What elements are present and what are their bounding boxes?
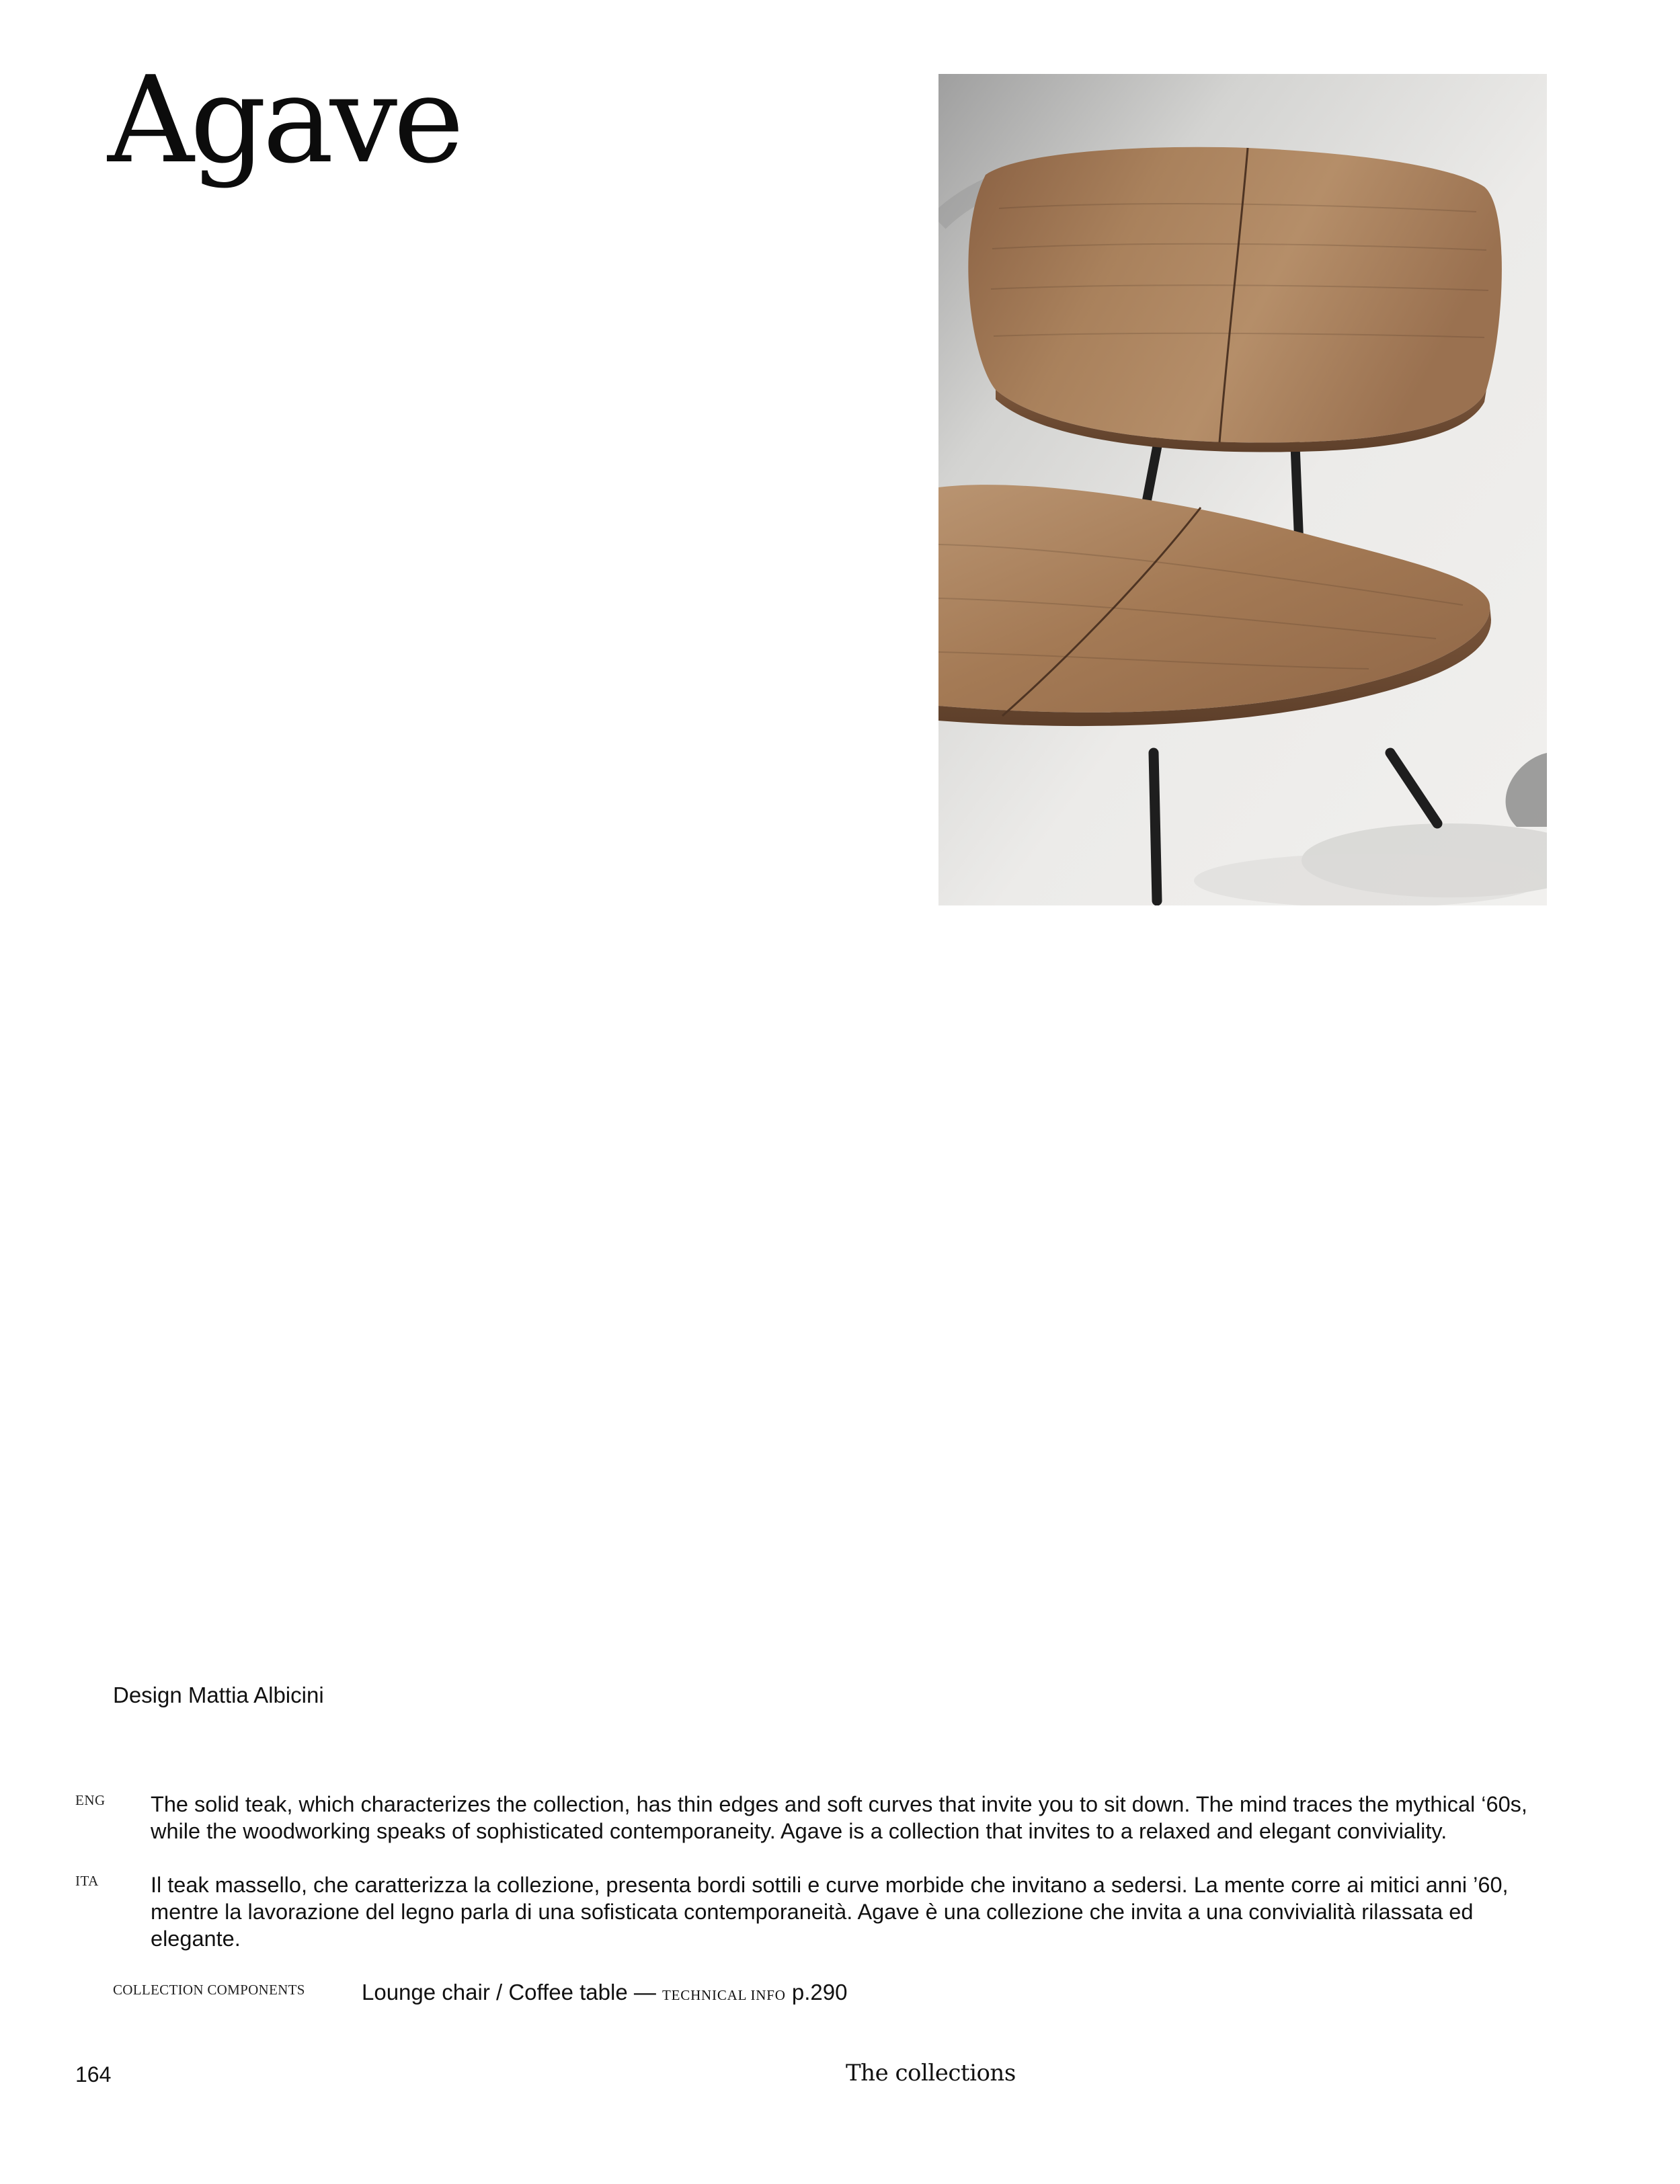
section-title: The collections (846, 2060, 1016, 2087)
page-number: 164 (75, 2062, 112, 2087)
technical-info-page-link[interactable]: p.290 (791, 1980, 848, 2005)
collection-components-label: COLLECTION COMPONENTS (113, 1982, 305, 1998)
language-label-ita: ITA (75, 1873, 99, 1889)
collection-title: Agave (108, 50, 461, 190)
designer-credit: Design Mattia Albicini (113, 1683, 324, 1707)
collection-components (362, 1979, 847, 2006)
description-italian: Il teak massello, che caratterizza la collezione, presenta bordi sottili e curve morbide che invitano a sedersi. La mente corre ai mitici anni ’60, mentre la lavorazione del legno parla di una sofisticata contemporaneità. Agave è una collezione che invita a una convivialità rilassata ed elegante. (151, 1873, 1509, 1951)
language-label-eng: ENG (75, 1792, 106, 1808)
technical-info-label: TECHNICAL INFO (662, 1987, 786, 2003)
description-english: The solid teak, which characterizes the collection, has thin edges and soft curves that invite you to sit down. The mind traces the mythical ‘60s, while the woodworking speaks of sophisticated contemporaneity. Agave is a collection that invites to a relaxed and elegant conviviality. (151, 1792, 1527, 1843)
lounge-chair-illustration (938, 74, 1547, 905)
components-list: Lounge chair / Coffee table — (362, 1980, 656, 2005)
product-photo (938, 74, 1547, 905)
